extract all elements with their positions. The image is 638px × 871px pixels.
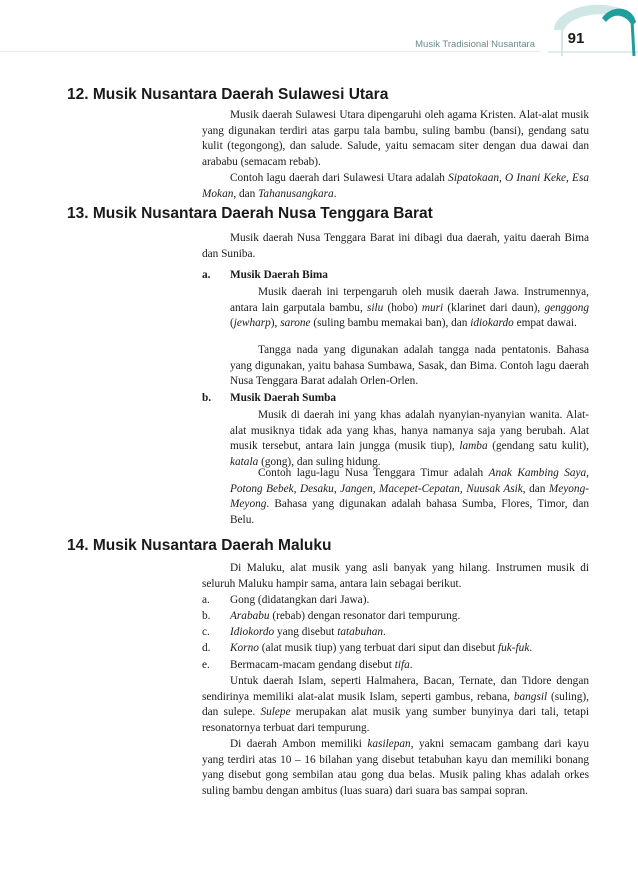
list-marker: a. [202,594,210,606]
paragraph: Musik di daerah ini yang khas adalah nyanyian-nyanyian wanita. Alat-alat musiknya tidak ada yang khas, hanya namanya saja yang berubah. Alat musik tersebut, antara lain jungga (musik tiup), lamba (gendang satu kulit), katala (gong), dan suling hidung. [230,409,589,469]
list-marker: d. [202,642,211,654]
paragraph: Contoh lagu daerah dari Sulawesi Utara adalah Sipatokaan, O Inani Keke, Esa Mokan, dan Tahanusangkara. [202,172,589,200]
list-marker: a. [202,269,211,281]
running-title: Musik Tradisional Nusantara [415,39,535,50]
section-heading-12: 12. Musik Nusantara Daerah Sulawesi Utara [67,86,389,103]
subheading-sumba: Musik Daerah Sumba [230,392,337,404]
list-item: Gong (didatangkan dari Jawa). [230,594,370,606]
page-number: 91 [567,30,585,47]
paragraph: Untuk daerah Islam, seperti Halmahera, Bacan, Ternate, dan Tidore dengan sendirinya memiliki alat-alat musik Islam, seperti gambus, rebana, bangsil (suling), dan sulepe. Sulepe merupakan alat musik yang sumber bunyinya dari tali, tetapi resonatornya terbuat dari tempurung. [202,675,589,735]
paragraph: Musik daerah Sulawesi Utara dipengaruhi oleh agama Kristen. Alat-alat musik yang digunakan terdiri atas garpu tala bambu, suling bambu (bansi), gendang satu kulit (tegongong), dan salude. Salude, yaitu semacam siter dengan dua dawai dan arababu (semacam rebab). [202,109,589,169]
list-marker: c. [202,626,210,638]
list-item: Korno (alat musik tiup) yang terbuat dari siput dan disebut fuk-fuk. [230,642,533,654]
subheading-bima: Musik Daerah Bima [230,269,328,281]
list-marker: b. [202,392,212,404]
paragraph: Di daerah Ambon memiliki kasilepan, yakni semacam gambang dari kayu yang terdiri atas 10 – 16 bilahan yang disebut tetabuhan kayu dan memiliki bonang yang disebut gong sembilan atau gong dua belas. Musik paling khas adalah orkes suling bambu dengan ambitus (luas suara) dari suara bas sampai sopran. [202,738,589,798]
list-item: Arababu (rebab) dengan resonator dari tempurung. [230,610,461,622]
paragraph: Contoh lagu-lagu Nusa Tenggara Timur adalah Anak Kambing Saya, Potong Bebek, Desaku, Jangen, Macepet-Cepatan, Nuusak Asik, dan Meyong-Meyong. Bahasa yang digunakan adalah bahasa Sumba, Flores, Timor, dan Belu. [230,467,589,527]
list-item: Bermacam-macam gendang disebut tifa. [230,659,413,671]
list-marker: e. [202,659,210,671]
list-marker: b. [202,610,211,622]
section-heading-13: 13. Musik Nusantara Daerah Nusa Tenggara Barat [67,205,433,222]
section-heading-14: 14. Musik Nusantara Daerah Maluku [67,537,332,554]
paragraph: Musik daerah ini terpengaruh oleh musik daerah Jawa. Instrumennya, antara lain garputala bambu, silu (hobo) muri (klarinet dari daun), genggong (jewharp), sarone (suling bambu memakai ban), dan idiokardo empat dawai. [230,286,589,330]
paragraph: Musik daerah Nusa Tenggara Barat ini dibagi dua daerah, yaitu daerah Bima dan Suniba. [202,232,589,260]
list-item: Idiokordo yang disebut tatabuhan. [230,626,386,638]
paragraph: Tangga nada yang digunakan adalah tangga nada pentatonis. Bahasa yang digunakan, yaitu bahasa Sumbawa, Sasak, dan Bima. Contoh lagu daerah Nusa Tenggara Barat adalah Orlen-Orlen. [230,344,589,388]
paragraph: Di Maluku, alat musik yang asli banyak yang hilang. Instrumen musik di seluruh Maluku hampir sama, antara lain sebagai berikut. [202,562,589,590]
